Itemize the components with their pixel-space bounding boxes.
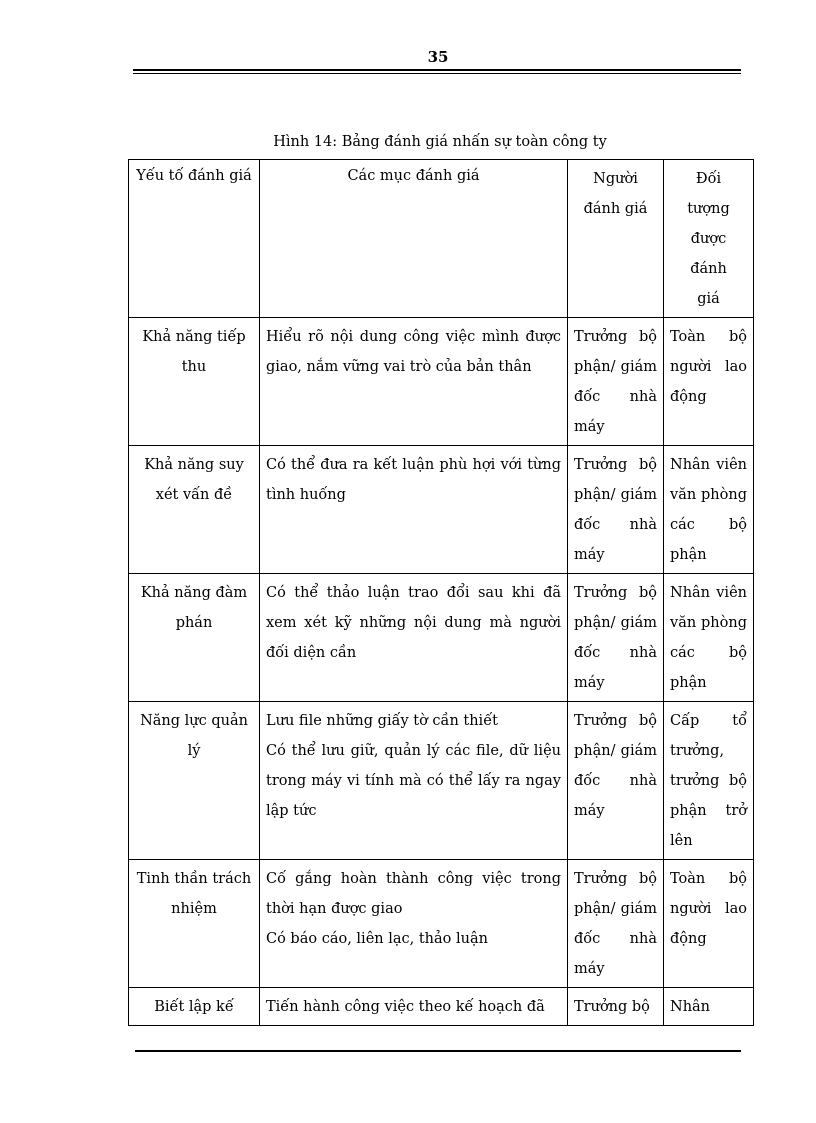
criteria-line: Lưu file những giấy tờ cần thiết <box>266 713 498 729</box>
factor-cell: Biết lập kế <box>129 988 260 1026</box>
evaluator-cell: Trưởng bộ phận/ giám đốc nhà máy <box>568 574 664 702</box>
criteria-line: Có thể lưu giữ, quản lý các file, dữ liệu trong máy vi tính mà có thể lấy ra ngay lập tức <box>266 743 561 819</box>
evaluator-cell: Trưởng bộ <box>568 988 664 1026</box>
criteria-line: Có thể đưa ra kết luận phù hợi với từng tình huống <box>266 457 561 503</box>
subject-cell: Nhân viên văn phòng các bộ phận <box>664 446 754 574</box>
factor-cell: Khả năng đàm phán <box>129 574 260 702</box>
criteria-cell <box>260 860 568 988</box>
factor-cell: Tinh thần trách nhiệm <box>129 860 260 988</box>
criteria-cell <box>260 446 568 574</box>
factor-cell: Khả năng suy xét vấn đề <box>129 446 260 574</box>
table-row <box>129 702 754 860</box>
criteria-line: Có thể thảo luận trao đổi sau khi đã xem xét kỹ những nội dung mà người đối diện cần <box>266 585 561 661</box>
criteria-cell <box>260 318 568 446</box>
criteria-line: Cố gắng hoàn thành công việc trong thời hạn được giao <box>266 871 561 917</box>
page-number: 35 <box>427 48 449 66</box>
column-header: Đối tượng được đánh giá <box>664 160 754 318</box>
criteria-cell <box>260 702 568 860</box>
table-row <box>129 318 754 446</box>
factor-cell: Khả năng tiếp thu <box>129 318 260 446</box>
evaluator-cell: Trưởng bộ phận/ giám đốc nhà máy <box>568 702 664 860</box>
footer-rule <box>135 1050 741 1052</box>
criteria-line: Tiến hành công việc theo kế hoạch đã <box>266 999 545 1015</box>
criteria-cell <box>260 988 568 1026</box>
factor-cell: Năng lực quản lý <box>129 702 260 860</box>
table-header-row <box>129 160 754 318</box>
table-row <box>129 446 754 574</box>
evaluator-cell: Trưởng bộ phận/ giám đốc nhà máy <box>568 318 664 446</box>
table-row <box>129 574 754 702</box>
subject-cell: Nhân <box>664 988 754 1026</box>
criteria-cell <box>260 574 568 702</box>
subject-cell: Toàn bộ người lao động <box>664 860 754 988</box>
figure-caption: Hình 14: Bảng đánh giá nhấn sự toàn công ty <box>273 134 607 150</box>
table-row <box>129 988 754 1026</box>
evaluation-table <box>128 159 754 1026</box>
table-row <box>129 860 754 988</box>
column-header: Yếu tố đánh giá <box>129 160 260 318</box>
column-header: Các mục đánh giá <box>260 160 568 318</box>
header-rule <box>133 69 741 74</box>
criteria-line: Hiểu rõ nội dung công việc mình được giao, nắm vững vai trò của bản thân <box>266 329 561 375</box>
subject-cell: Nhân viên văn phòng các bộ phận <box>664 574 754 702</box>
criteria-line: Có báo cáo, liên lạc, thảo luận <box>266 931 488 947</box>
subject-cell: Toàn bộ người lao động <box>664 318 754 446</box>
column-header: Người đánh giá <box>568 160 664 318</box>
evaluator-cell: Trưởng bộ phận/ giám đốc nhà máy <box>568 446 664 574</box>
evaluator-cell: Trưởng bộ phận/ giám đốc nhà máy <box>568 860 664 988</box>
subject-cell: Cấp tổ trưởng, trưởng bộ phận trở lên <box>664 702 754 860</box>
